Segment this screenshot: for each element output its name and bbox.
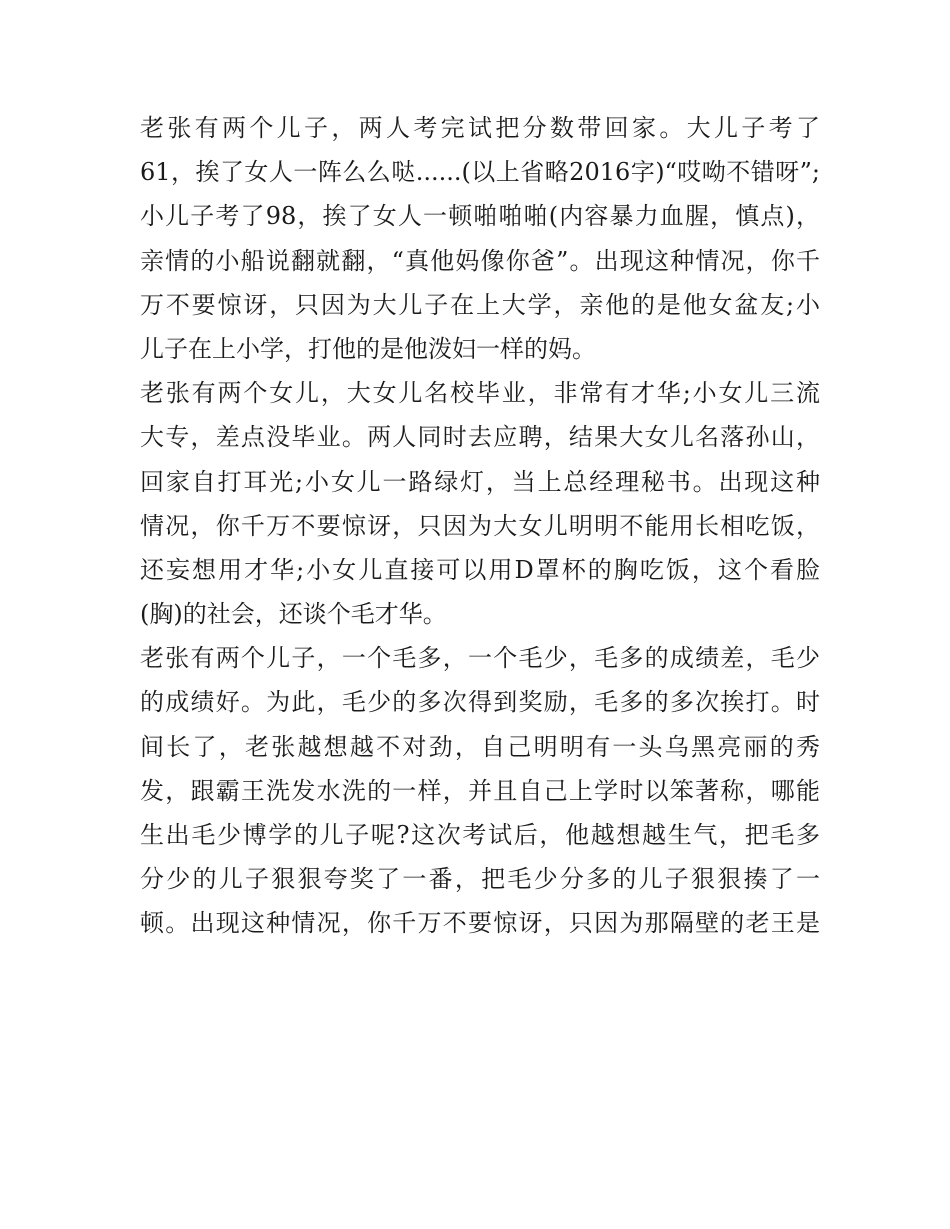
paragraph-3 xyxy=(140,636,820,945)
text-line: 间长了，老张越想越不对劲，自己明明有一头乌黑亮丽的秀 xyxy=(140,732,820,761)
text-line: 亲情的小船说翻就翻，“真他妈像你爸”。出现这种情况，你千 xyxy=(140,246,820,275)
text-line: 老张有两个儿子，两人考完试把分数带回家。大儿子考了 xyxy=(140,114,820,142)
text-line: 老张有两个儿子，一个毛多，一个毛少，毛多的成绩差，毛少 xyxy=(140,644,820,673)
text-line: 61，挨了女人一阵么么哒......(以上省略2016字)“哎呦不错呀”; xyxy=(140,158,820,187)
text-line: 大专，差点没毕业。两人同时去应聘，结果大女儿名落孙山， xyxy=(140,423,820,452)
text-line: 小儿子考了98，挨了女人一顿啪啪啪(内容暴力血腥，慎点)， xyxy=(140,202,820,231)
text-line: 的成绩好。为此，毛少的多次得到奖励，毛多的多次挨打。时 xyxy=(140,688,820,717)
paragraph-2 xyxy=(140,371,820,636)
text-line: 儿子在上小学，打他的是他泼妇一样的妈。 xyxy=(140,334,596,363)
text-line: (胸)的社会，还谈个毛才华。 xyxy=(140,600,447,629)
paragraph-1 xyxy=(140,106,820,371)
text-line: 顿。出现这种情况，你千万不要惊讶，只因为那隔壁的老王是 xyxy=(140,909,820,938)
text-line: 分少的儿子狠狠夸奖了一番，把毛少分多的儿子狠狠揍了一 xyxy=(140,865,820,894)
text-line: 生出毛少博学的儿子呢?这次考试后，他越想越生气，把毛多 xyxy=(140,821,820,849)
text-line: 老张有两个女儿，大女儿名校毕业，非常有才华;小女儿三流 xyxy=(140,379,820,408)
text-line: 情况，你千万不要惊讶，只因为大女儿明明不能用长相吃饭， xyxy=(140,511,820,540)
text-line: 万不要惊讶，只因为大儿子在上大学，亲他的是他女盆友;小 xyxy=(140,290,820,319)
text-line: 还妄想用才华;小女儿直接可以用D罩杯的胸吃饭，这个看脸 xyxy=(140,555,820,584)
text-line: 发，跟霸王洗发水洗的一样，并且自己上学时以笨著称，哪能 xyxy=(140,776,820,805)
text-line: 回家自打耳光;小女儿一路绿灯，当上总经理秘书。出现这种 xyxy=(140,467,820,496)
document-body xyxy=(140,106,820,946)
